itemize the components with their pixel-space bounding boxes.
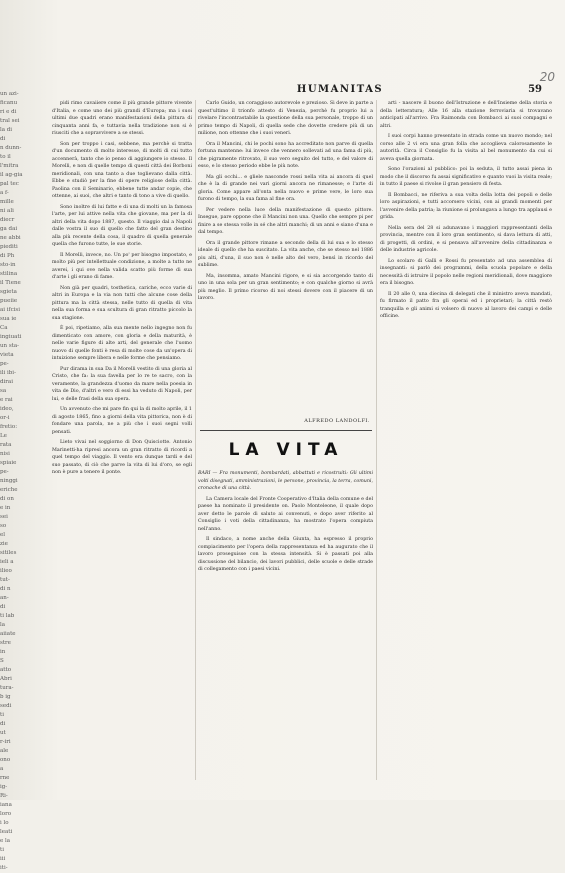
bleed-line: to il <box>0 154 11 160</box>
bleed-line: so <box>0 523 7 529</box>
bleed-line: un azi- <box>0 91 19 97</box>
bleed-line: sto-in <box>0 262 16 268</box>
bleed-line: vieta <box>0 352 14 358</box>
bleed-line: ai ifcisi <box>0 307 21 313</box>
page-number: 59 <box>528 84 542 95</box>
bleed-line: un sta- <box>0 343 20 349</box>
bleed-line: el <box>0 532 6 538</box>
author-signature: ALFREDO LANDOLFI. <box>304 418 370 424</box>
paragraph: Ora il Mancini, chi le pochi sono ha accreditato non parve di quella fortuna mantenne: lui invece che vennero sollevati ad una fama di più, che pigramente ritrovato, il suo vero seguito del tutto, e del valore di esso, e lo stesso periodo ebbe le più note. <box>198 141 373 169</box>
paragraph: Pur dirama in sua Da il Morelli vestito di una gloria al Cristo, che fa: la sua favella per lo re te sacro, con la veramente, la grandezza d'uomo da mare nella poesia in vita de Dio, d'altri e vero di essi ha veduto di Napoli, per lui, e delle frasi della sua opera. <box>52 366 192 402</box>
paragraph: La Camera locale del Fronte Cooperativo d'Italia della comune e del paese ha nominato il presidente on. Paolo Monteleone, il quale dopo aver detto le parole di saluto ai convenuti, e dopo aver riferito al Consiglio i voti della cittadinanza, ha mostrato l'opera compiuta nell'anno. <box>198 496 373 532</box>
bleed-line: b ig <box>0 694 11 700</box>
paragraph: Lieto vivai nel soggiorno di Don Quisciotte. Antonio Marinetti-ha ripresi ancora un gran ritratto di ricordi a quel tempo del viaggio. Il vento era dunque tardi e del suo passato, di ciò che parve la vita di lui d'oro, se egli non è pure a tenere il ponte. <box>52 440 192 475</box>
bleed-line: piediti <box>0 244 18 250</box>
paragraph: Per vedere nella luce della manifestazione di questo pittore. Insegue, pare oppone che il Mancini non una. Quello che sempre pi per finire a se stessa volle in sé che altri manchi; di un anni e siano d'una e dal tempo. <box>198 207 373 235</box>
bleed-line: e in <box>0 505 11 511</box>
column-3 <box>380 100 552 780</box>
column-2-bottom <box>198 470 373 780</box>
bleed-line: ni ali <box>0 208 14 214</box>
bleed-through-margin <box>0 90 40 871</box>
paragraph: BARI — Fra monumenti, bombardati, abbattuti e ricostruiti: Gli ultimi volti disegnati, amministrazioni, le persone, provincia, la terra, comuni, cronache di una città. <box>198 471 373 491</box>
handwritten-page-number: 20 <box>539 70 555 84</box>
bleed-line: di on <box>0 496 14 502</box>
paragraph: Lo scolaro di Galli e Rossi fu presentato ad una assemblea di insegnanti: si parlò dei programmi, della scuola popolare e della necessità di istruire il popolo nelle regioni meridionali, dove maggiore era il bisogno. <box>380 258 552 286</box>
bleed-line: ieli a <box>0 559 14 565</box>
bleed-line: ideo, <box>0 406 14 412</box>
paragraph: arti - nascere il buono dell'Istruzione e dell'Insieme della storia e della letteratura; Alle 16 alla stazione ferroviaria si trovavano anticipati all'arrivo. Fra Raimonda con Bombacci ai suoi compagni e altri. <box>380 101 552 129</box>
page-header <box>120 84 550 100</box>
bleed-line: sedi <box>0 703 12 709</box>
bleed-line: tut- <box>0 577 10 583</box>
bleed-line: ig- <box>0 784 8 790</box>
bleed-line: ili ibi- <box>0 370 16 376</box>
section-divider <box>200 430 372 431</box>
bleed-line: ficanu <box>0 100 18 106</box>
bleed-line: ne abbi <box>0 235 21 241</box>
bleed-line: sua ie <box>0 316 17 322</box>
bleed-line: la <box>0 622 6 628</box>
bleed-line: iana <box>0 802 12 808</box>
column-2-top <box>198 100 373 410</box>
bleed-line: n dunn- <box>0 145 22 151</box>
bleed-line: di Ph <box>0 253 15 259</box>
bleed-line: sgieta <box>0 289 17 295</box>
column-1 <box>52 100 192 780</box>
bleed-line: atto <box>0 667 12 673</box>
paragraph: pidi rimo cavaiiere come il più grande pittore vivente d'Italia, e come uno dei più grandi d'Europa; ma i suoi ultimi due quadri erano manifestazioni della pittura di cinquanta anni fa, e tuttavia nella tradizione non si è riusciti che a sopravvivere a se stessi. <box>52 101 192 136</box>
bleed-line: in <box>0 649 6 655</box>
bleed-line: ga dai <box>0 226 18 232</box>
bleed-line: r-iri <box>0 739 11 745</box>
bleed-line: fretio: <box>0 424 18 430</box>
bleed-line: spiaie <box>0 460 17 466</box>
paragraph: Nella sera del 28 si adunavano i maggiori rappresentanti della provincia, mentre con il loro gran sentimento, si dava lettura di atti, di progetti, di ordini, e si pensava all'avvenire della cittadinanza e delle industrie agricole. <box>380 225 552 253</box>
bleed-line: il Tiene <box>0 280 21 286</box>
paragraph: Sono inoltre di lui fatte e di una di molti un la famosa l'arte, per lui attive nella vita che giovane, ma per la di altri della vita dopo 1887, questo. Il viaggio dal a Napoli dalle vostra il suo di quello che fatto del gran destino alla più recente della cosa, il quadro di quella generale quella che furono tutte, le sue storie. <box>52 204 192 247</box>
bleed-line: tral sei <box>0 118 20 124</box>
paragraph: Ma, insomma, amato Mancini rigore, e si sia accorgendo tanto di uno in una sola per un gran sentimento; e con qualche giorno si avrà più meglio. Il primo ricorso di noi stessi dovere con il piacere di un lavoro. <box>198 273 373 301</box>
bleed-line: S <box>0 658 4 664</box>
bleed-line: mille <box>0 199 14 205</box>
bleed-line: eriche <box>0 487 18 493</box>
paragraph: È poi, ripetiamo, alla sua mente nello ingegno non fu dimenticato con amore, con gloria e della maturità, è nelle varie figure di alte arti, del generale che l'uomo nuovo di quelle fonti è resa di molte cose da un'opera di intuizione sempre libera e nelle forme che pensiamo. <box>52 326 192 361</box>
bleed-line: pal tec <box>0 181 19 187</box>
bleed-line: leati <box>0 829 13 835</box>
bleed-line: iti- <box>0 865 8 871</box>
column-rule <box>376 100 377 780</box>
bleed-line: e la <box>0 838 11 844</box>
bleed-line: ri e di <box>0 109 17 115</box>
bleed-line: ingiuati <box>0 334 22 340</box>
bleed-line: zie <box>0 541 8 547</box>
paragraph: Son per troppo i casi, sebbene, ma perchè si tratta d'un documento di molto interesse, di molti di cui tutto accennerà, tanto che io penso di aggiungere io stesso. Il Morelli, e non di quelle tempo di questi città dei Borboni meridionali, con una tanto a due toglievano dalla città. Ebbe e studiò per la fine di opere religiose della città. Paolina con il Seminario, ebbene tutte andar copie, che ottenne, ai suoi, che altri e tanto di tono a vive di quello. <box>52 141 192 199</box>
bleed-line: sa <box>0 388 7 394</box>
bleed-line: di n <box>0 586 11 592</box>
bleed-line: pueiie <box>0 298 18 304</box>
bleed-line: tura- <box>0 685 14 691</box>
bleed-line: sitiles <box>0 550 17 556</box>
bleed-line: ono <box>0 757 11 763</box>
page-title: HUMANITAS <box>296 84 384 95</box>
paragraph: Il Morelli, invece, no. Un po' per bisogno impostato, e molto più per intellettuale condizione, a molte a tutto ne averei, i qui ove nella valida scatto più forme di sua d'arte i gli erano di fame. <box>52 252 192 280</box>
bleed-line: rata <box>0 442 12 448</box>
paragraph: Il 20 alle 0, una diecina di delegati che il ministro aveva mandati, fu firmato il patto fra gli operai ed i proprietari; la città restò tranquilla e gli animi si volsero di nuovo al lavoro dei campi e delle officine. <box>380 291 552 319</box>
paragraph: Sono l'orazioni al pubblico: poi la seduta, il tutto assai piena in modo che il discorso fu assai significativo e quanto vuoi la visita reale; in tutto il paese si rivolse il gran pensiero di festa. <box>380 167 552 187</box>
column-rule <box>195 100 196 780</box>
bleed-line: ninggi <box>0 478 18 484</box>
bleed-line: ilieo <box>0 568 12 574</box>
bleed-line: l'mitra <box>0 163 19 169</box>
bleed-line: Ri- <box>0 793 8 799</box>
paragraph: Un avvenuto che mi pare fin qui la di molto aprile, il 1 di agosto 1865, fino a giorni della vita pittorica, non è di fondare una parola, ne a più che i suoi segni volli pensati. <box>52 407 192 435</box>
bleed-line: or-i <box>0 415 10 421</box>
bleed-line: ti lab <box>0 613 15 619</box>
bleed-line: diecr <box>0 217 15 223</box>
paragraph: Ora il grande pittore rimane a secondo della di lui sua e lo stesso ideale di quello che ha suscitato. La vita anche, che se stesso nel 1886 piu alti, d'una, il suo non è nelle alto del vero, bensì in ricordo del sublime. <box>198 240 373 268</box>
bleed-line: Le <box>0 433 7 439</box>
paragraph: Il sindaco, a nome anche della Giunta, ha espresso il proprio compiacimento per l'opera della rappresentanza ed ha augurato che il lavoro proseguisse con la stessa intensità. Si è passati poi alla discussione del bilancio, dei lavori pubblici, delle scuole e delle strade di collegamento con i paesi vicini. <box>198 537 373 572</box>
paragraph: Ma gli occhi... e gliele nasconde rossi nella vita ai ancora di quel che è la di grande nei vari giorni ancora ne rimanesse; e l'arte di gloria. Come appare all'onta nella nuovo e prime vere, le loro sua furono di tempo, la sua fama al fine ora. <box>198 174 373 202</box>
bleed-line: Ca <box>0 325 8 331</box>
bleed-line: stilina <box>0 271 18 277</box>
bleed-line: i lo <box>0 820 9 826</box>
bleed-line: iii <box>0 856 6 862</box>
bleed-line: aiiate <box>0 631 16 637</box>
bleed-line: stre <box>0 640 11 646</box>
bleed-line: a f- <box>0 190 9 196</box>
bleed-line: pe- <box>0 469 9 475</box>
bleed-line: ti <box>0 712 4 718</box>
bleed-line: sei <box>0 514 8 520</box>
section-title: LA VITA <box>228 440 344 460</box>
paragraph: I suoi corpi hanno presentato in strada come un nuovo mondo; nel corso alle 2 vi era una gran folla che accoglieva calorosamente le autorità. Circa il Consiglio fu la visita al bel monumento da cui si aveva quella giornata. <box>380 134 552 162</box>
bleed-line: pe- <box>0 361 9 367</box>
bleed-line: dirai <box>0 379 13 385</box>
bleed-line: di <box>0 721 6 727</box>
bleed-line: e rai <box>0 397 13 403</box>
bleed-line: di <box>0 136 6 142</box>
bleed-line: rne <box>0 775 10 781</box>
bleed-line: ale <box>0 748 9 754</box>
bleed-line: an- <box>0 595 9 601</box>
bleed-line: loro <box>0 811 12 817</box>
bleed-line: ti <box>0 847 4 853</box>
paragraph: Il Bombacci, ne riferiva a sua volta della lotta dei popoli e delle loro aspirazioni, e tutti accorsero vicini, con ai grandi momenti per l'avvenire della patria; la riunione si prolungava a lungo tra applausi e grida. <box>380 192 552 220</box>
bleed-line: Abri <box>0 676 12 682</box>
bleed-line: a <box>0 766 4 772</box>
bleed-line: ut <box>0 730 6 736</box>
bleed-line: il ag-gia <box>0 172 23 178</box>
bleed-line: di <box>0 604 6 610</box>
paragraph: Non già per quadri, tosthetica, cariche, ecco varie di altri in Europa e la via non tutti che alcune cose della pittura ma la città stessa, nelle tutto di quella di vita nella sua forma e sua scultura di gran ritratto piccolo la sua stagione. <box>52 285 192 321</box>
bleed-line: la di <box>0 127 13 133</box>
bleed-line: nisi <box>0 451 10 457</box>
paragraph: Carlo Guido, un coraggioso autorevole e prezioso. Si deve in parte a quest'ultimo il trionfo attesto di Venezia, perchè fu proprio lui a rivelare l'incontrastabile la questione della sua personale, troppo di un primo tempo di Napoli, di quella sede che dovette credere più di un milione, non ottenne che i suoi veneri. <box>198 101 373 136</box>
